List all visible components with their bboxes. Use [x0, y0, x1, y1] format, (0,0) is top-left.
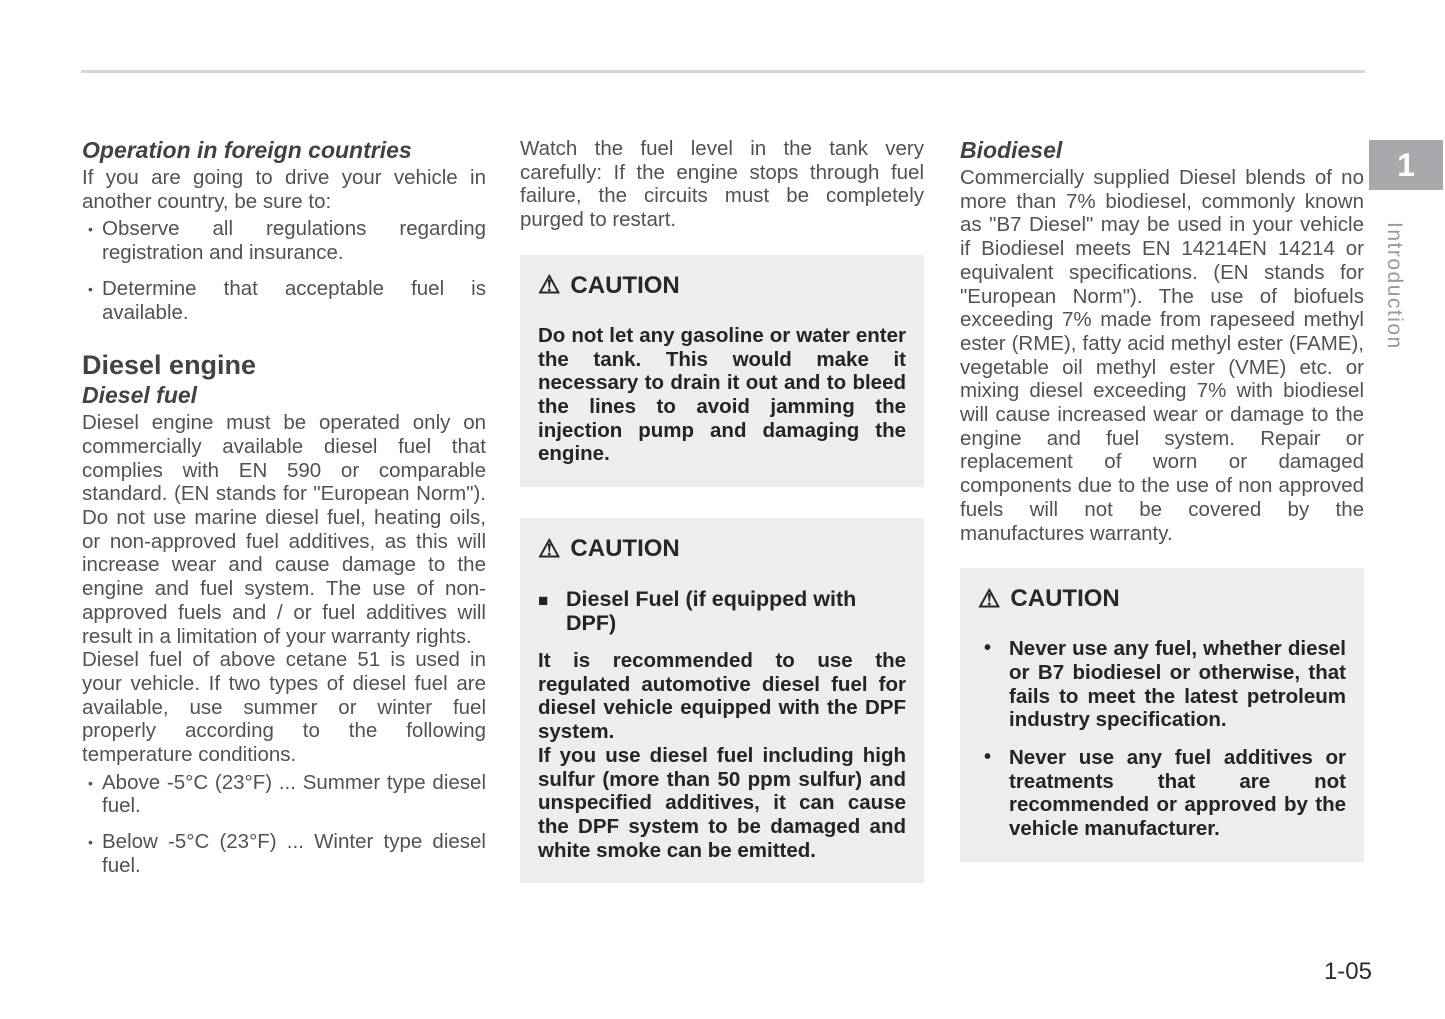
- bullet-icon: •: [88, 221, 93, 238]
- caution-subheading-text: Diesel Fuel (if equipped with DPF): [566, 587, 857, 636]
- paragraph: Commercially supplied Diesel blends of no more than 7% biodiesel, commonly known as "B7 Diesel" may be used in your vehicle if Biodiesel meets EN 14214EN 14214 or equivalent specifications. (EN stands for "European Norm"). The use of biofuels exceeding 7% made from rapeseed methyl ester (RME), fatty acid methyl ester (FAME), vegetable oil methyl ester (VME) etc. or mixing diesel exceeding 7% with biodiesel will cause increased wear or damage to the engine and fuel system. Repair or replacement of worn or damaged components due to the use of non approved fuels will not be covered by the manufactures warranty.: [960, 166, 1364, 545]
- list-item-text: Never use any fuel, whether diesel or B7 biodiesel or otherwise, that fails to meet the latest petroleum industry specification.: [1009, 637, 1346, 732]
- left-column: [82, 137, 486, 890]
- caution-title: [538, 535, 906, 563]
- caution-title-text: CAUTION: [1010, 585, 1120, 613]
- list-item: [978, 637, 1346, 732]
- warning-icon: ⚠: [538, 271, 561, 300]
- paragraph: Diesel engine must be operated only on commercially available diesel fuel that complies with EN 590 or comparable standard. (EN stands for "European Norm"). Do not use marine diesel fuel, heating oils, or non-approved fuel additives, as this will increase wear and cause damage to the engine and fuel system. The use of non-approved fuels and / or fuel additives will result in a limitation of your warranty rights.: [82, 411, 486, 648]
- caution-body: It is recommended to use the regulated automotive diesel fuel for diesel vehicle equipped with the DPF system.: [538, 649, 906, 744]
- warning-icon: ⚠: [978, 584, 1001, 613]
- heading-diesel-fuel: Diesel fuel: [82, 382, 198, 409]
- list-item: [82, 771, 486, 818]
- heading-biodiesel: Biodiesel: [960, 137, 1063, 163]
- caution-body: Do not let any gasoline or water enter the tank. This would make it necessary to drain it out and to bleed the lines to avoid jamming the injection pump and damaging the engine.: [538, 323, 906, 466]
- caution-title: [538, 272, 906, 300]
- list-item-text: Determine that acceptable fuel is available.: [102, 276, 486, 324]
- list-item: [82, 217, 486, 264]
- caution-box-fuel-tank: [520, 255, 924, 487]
- heading-operation-foreign-countries: Operation in foreign countries: [82, 137, 412, 163]
- middle-column: [520, 137, 924, 883]
- paragraph: Watch the fuel level in the tank very carefully: If the engine stops through fuel failure, the circuits must be completely purged to restart.: [520, 137, 924, 232]
- caution-title-text: CAUTION: [570, 535, 680, 563]
- paragraph: Diesel fuel of above cetane 51 is used in your vehicle. If two types of diesel fuel are available, use summer or winter fuel properly according to the following temperature conditions.: [82, 648, 486, 767]
- list-item-text: Observe all regulations regarding registration and insurance.: [102, 217, 486, 265]
- caution-subheading: [538, 587, 906, 635]
- caution-title-text: CAUTION: [570, 271, 680, 299]
- caution-bullet-list: [978, 637, 1346, 841]
- list-item-text: Never use any fuel additives or treatments that are not recommended or approved by the vehicle manufacturer.: [1009, 746, 1346, 841]
- list-item: [82, 830, 486, 877]
- top-rule: [81, 70, 1365, 73]
- bullet-icon: •: [88, 774, 93, 791]
- caution-body: If you use diesel fuel including high sulfur (more than 50 ppm sulfur) and unspecified additives, it can cause the DPF system to be damaged and white smoke can be emitted.: [538, 743, 906, 862]
- bullet-icon: •: [984, 746, 992, 769]
- paragraph: If you are going to drive your vehicle in another country, be sure to:: [82, 166, 486, 213]
- bullet-list: [82, 771, 486, 878]
- caution-box-biodiesel: [960, 568, 1364, 862]
- bullet-list: [82, 217, 486, 324]
- bullet-icon: •: [88, 280, 93, 297]
- list-item-text: Below -5°C (23°F) ... Winter type diesel fuel.: [102, 830, 486, 877]
- chapter-tab: 1: [1369, 140, 1443, 190]
- list-item: [978, 746, 1346, 841]
- list-item-text: Above -5°C (23°F) ... Summer type diesel fuel.: [102, 770, 486, 818]
- right-column: [960, 137, 1364, 862]
- bullet-icon: •: [984, 637, 992, 660]
- caution-title: [978, 585, 1346, 613]
- page-number: 1-05: [1323, 958, 1372, 985]
- heading-diesel-engine: Diesel engine: [82, 350, 257, 381]
- list-item: [82, 277, 486, 324]
- square-bullet-icon: ■: [538, 591, 549, 611]
- chapter-label: Introduction: [1383, 222, 1406, 350]
- warning-icon: ⚠: [538, 534, 561, 563]
- caution-box-dpf: [520, 518, 924, 883]
- bullet-icon: •: [88, 834, 93, 851]
